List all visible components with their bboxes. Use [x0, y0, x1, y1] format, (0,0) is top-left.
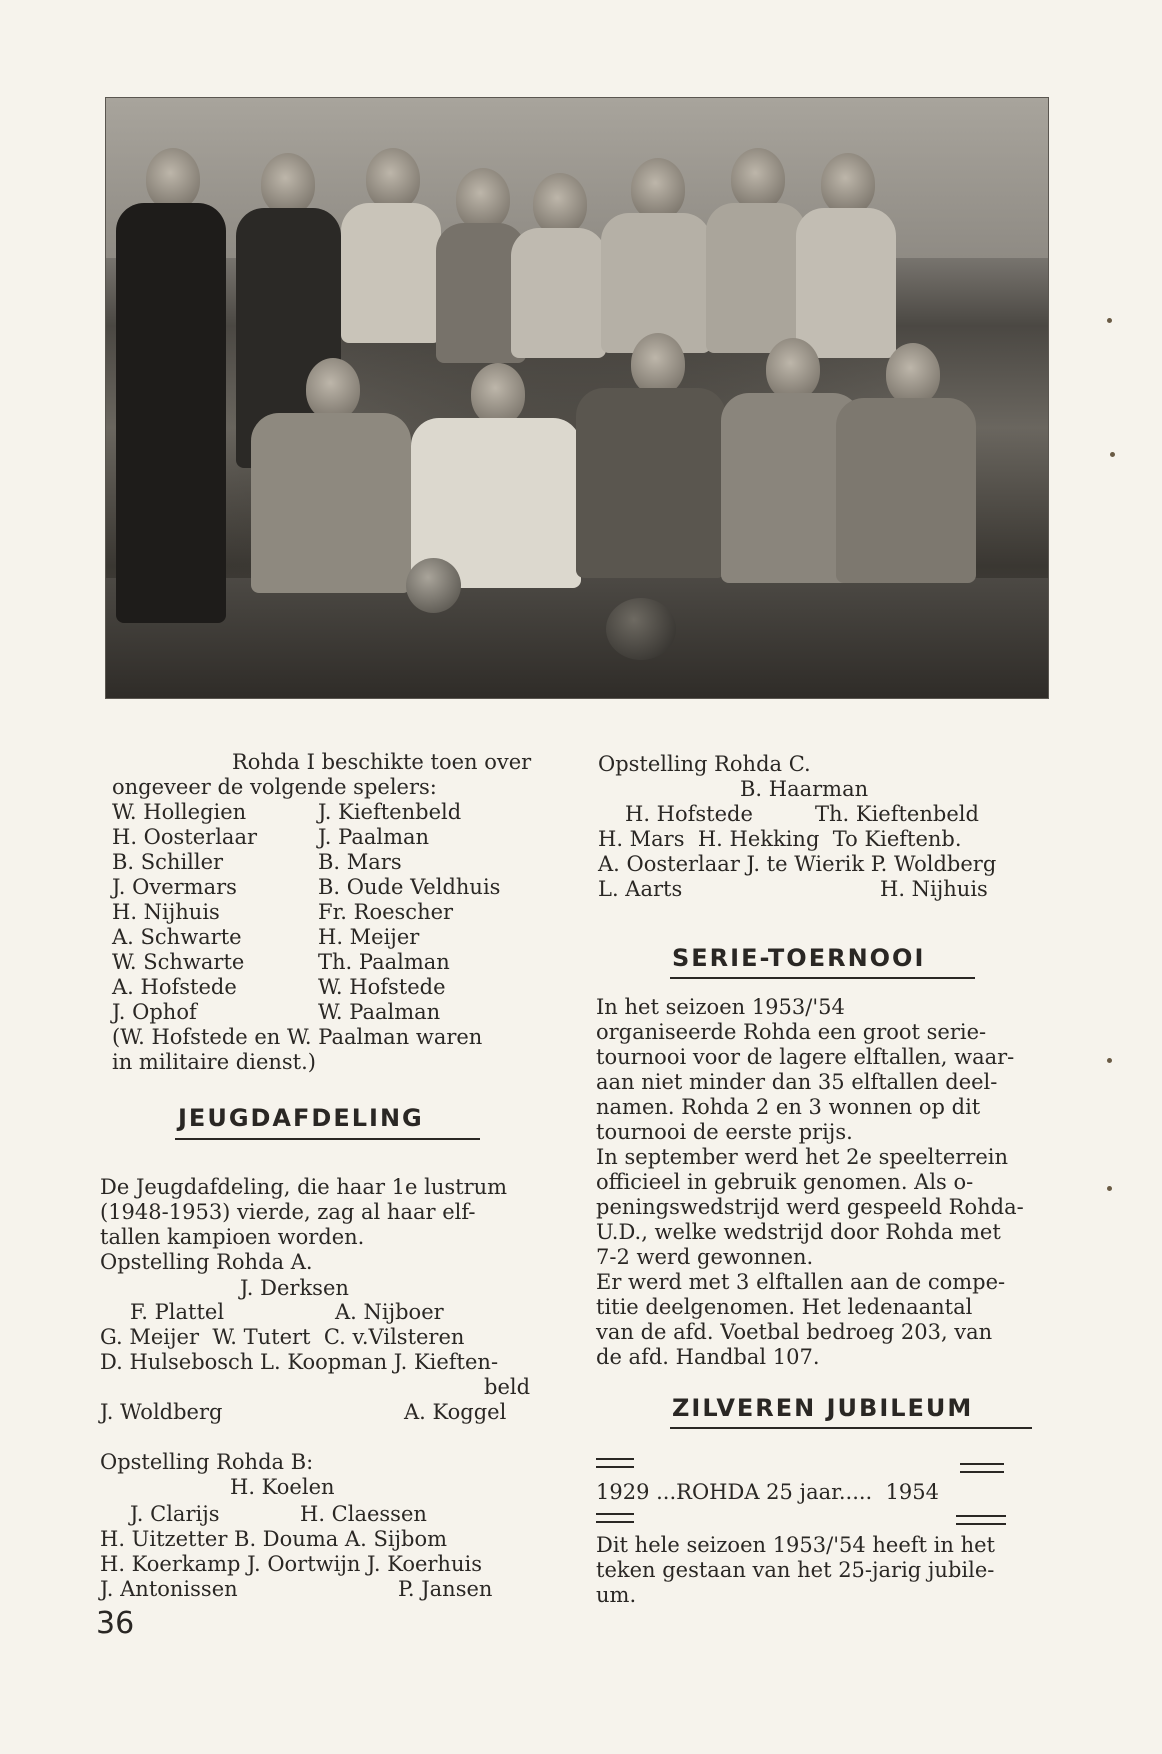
- player: W. Hofstede: [318, 975, 446, 999]
- serie-line: namen. Rohda 2 en 3 wonnen op dit: [596, 1095, 981, 1119]
- serie-line: de afd. Handbal 107.: [596, 1345, 820, 1369]
- serie-line: tournooi voor de lagere elftallen, waar-: [596, 1045, 1015, 1069]
- intro-line-2: ongeveer de volgende spelers:: [112, 775, 437, 799]
- rohda-a-player: D. Hulsebosch L. Koopman J. Kieften-: [100, 1350, 499, 1374]
- jeugd-heading: JEUGDAFDELING: [178, 1104, 424, 1132]
- rohda-b-player: H. Koerkamp J. Oortwijn J. Koerhuis: [100, 1552, 482, 1576]
- rohda-c-player: H. Nijhuis: [880, 877, 988, 901]
- rohda-b-player: H. Uitzetter B. Douma A. Sijbom: [100, 1527, 448, 1551]
- rohda-b-player: P. Jansen: [398, 1577, 493, 1601]
- rohda-c-player: A. Oosterlaar J. te Wierik P. Woldberg: [598, 852, 997, 876]
- rohda-a-player: F. Plattel: [130, 1300, 225, 1324]
- rohda-c-player: H. Mars H. Hekking To Kieftenb.: [598, 827, 962, 851]
- player: Th. Paalman: [318, 950, 450, 974]
- jeugd-text: De Jeugdafdeling, die haar 1e lustrum: [100, 1175, 508, 1199]
- serie-line: officieel in gebruik genomen. Als o-: [596, 1170, 974, 1194]
- rohda-a-player: J. Woldberg: [100, 1400, 223, 1424]
- serie-line: U.D., welke wedstrijd door Rohda met: [596, 1220, 1001, 1244]
- serie-line: In september werd het 2e speelterrein: [596, 1145, 1009, 1169]
- rohda-b-player: H. Claessen: [300, 1502, 427, 1526]
- double-rule: [956, 1515, 1006, 1525]
- jubileum-rule: [670, 1427, 1032, 1429]
- serie-line: organiseerde Rohda een groot serie-: [596, 1020, 987, 1044]
- serie-line: aan niet minder dan 35 elftallen deel-: [596, 1070, 998, 1094]
- intro-line-1: Rohda I beschikte toen over: [232, 750, 532, 774]
- rohda-c-player: B. Haarman: [740, 777, 869, 801]
- football: [606, 598, 676, 660]
- speck: [1107, 1186, 1112, 1191]
- player: W. Paalman: [318, 1000, 441, 1024]
- jeugd-rule: [175, 1138, 480, 1140]
- jubileum-heading: ZILVEREN JUBILEUM: [672, 1394, 974, 1422]
- player: J. Paalman: [318, 825, 430, 849]
- rohda-b-player: J. Antonissen: [100, 1577, 238, 1601]
- player: J. Kieftenbeld: [318, 800, 462, 824]
- rohda-c-title: Opstelling Rohda C.: [598, 752, 811, 776]
- double-rule: [960, 1463, 1004, 1473]
- note-line-2: in militaire dienst.): [112, 1050, 316, 1074]
- jubileum-line: 1929 ...ROHDA 25 jaar..... 1954: [596, 1480, 940, 1504]
- double-rule: [596, 1458, 634, 1468]
- player: B. Oude Veldhuis: [318, 875, 501, 899]
- double-rule: [596, 1513, 634, 1523]
- player: B. Schiller: [112, 850, 224, 874]
- rohda-a-player: A. Koggel: [404, 1400, 507, 1424]
- serie-line: van de afd. Voetbal bedroeg 203, van: [596, 1320, 993, 1344]
- jeugd-text: (1948-1953) vierde, zag al haar elf-: [100, 1200, 476, 1224]
- rohda-a-player: beld: [484, 1375, 531, 1399]
- rohda-b-player: H. Koelen: [230, 1475, 335, 1499]
- rohda-c-player: Th. Kieftenbeld: [815, 802, 979, 826]
- note-line-1: (W. Hofstede en W. Paalman waren: [112, 1025, 483, 1049]
- team-photo: [105, 97, 1049, 699]
- jubileum-text: teken gestaan van het 25-jarig jubile-: [596, 1558, 995, 1582]
- rohda-b-title: Opstelling Rohda B:: [100, 1450, 314, 1474]
- speck: [1107, 318, 1112, 323]
- player: H. Meijer: [318, 925, 420, 949]
- page-number: 36: [96, 1606, 135, 1641]
- rohda-a-player: J. Derksen: [240, 1276, 349, 1300]
- serie-line: titie deelgenomen. Het ledenaantal: [596, 1295, 973, 1319]
- player: W. Schwarte: [112, 950, 245, 974]
- rohda-a-player: G. Meijer W. Tutert C. v.Vilsteren: [100, 1325, 465, 1349]
- jeugd-text: Opstelling Rohda A.: [100, 1250, 313, 1274]
- player: A. Schwarte: [112, 925, 242, 949]
- speck: [1107, 1058, 1112, 1063]
- player: B. Mars: [318, 850, 402, 874]
- rohda-b-player: J. Clarijs: [130, 1502, 220, 1526]
- player: J. Ophof: [112, 1000, 197, 1024]
- jeugd-text: tallen kampioen worden.: [100, 1225, 365, 1249]
- player: J. Overmars: [112, 875, 237, 899]
- serie-line: 7-2 werd gewonnen.: [596, 1245, 814, 1269]
- serie-line: tournooi de eerste prijs.: [596, 1120, 853, 1144]
- jubileum-text: Dit hele seizoen 1953/'54 heeft in het: [596, 1533, 995, 1557]
- serie-line: In het seizoen 1953/'54: [596, 995, 845, 1019]
- serie-line: Er werd met 3 elftallen aan de compe-: [596, 1270, 1006, 1294]
- rohda-a-player: A. Nijboer: [335, 1300, 444, 1324]
- serie-rule: [670, 977, 975, 979]
- serie-line: peningswedstrijd werd gespeeld Rohda-: [596, 1195, 1024, 1219]
- serie-heading: SERIE-TOERNOOI: [672, 944, 926, 972]
- player: H. Oosterlaar: [112, 825, 258, 849]
- speck: [1110, 452, 1115, 457]
- player: W. Hollegien: [112, 800, 247, 824]
- rohda-c-player: L. Aarts: [598, 877, 683, 901]
- football: [406, 558, 461, 613]
- player: A. Hofstede: [112, 975, 237, 999]
- player: H. Nijhuis: [112, 900, 220, 924]
- player: Fr. Roescher: [318, 900, 454, 924]
- jubileum-text: um.: [596, 1583, 637, 1607]
- rohda-c-player: H. Hofstede: [625, 802, 753, 826]
- photo-ground: [106, 578, 1048, 698]
